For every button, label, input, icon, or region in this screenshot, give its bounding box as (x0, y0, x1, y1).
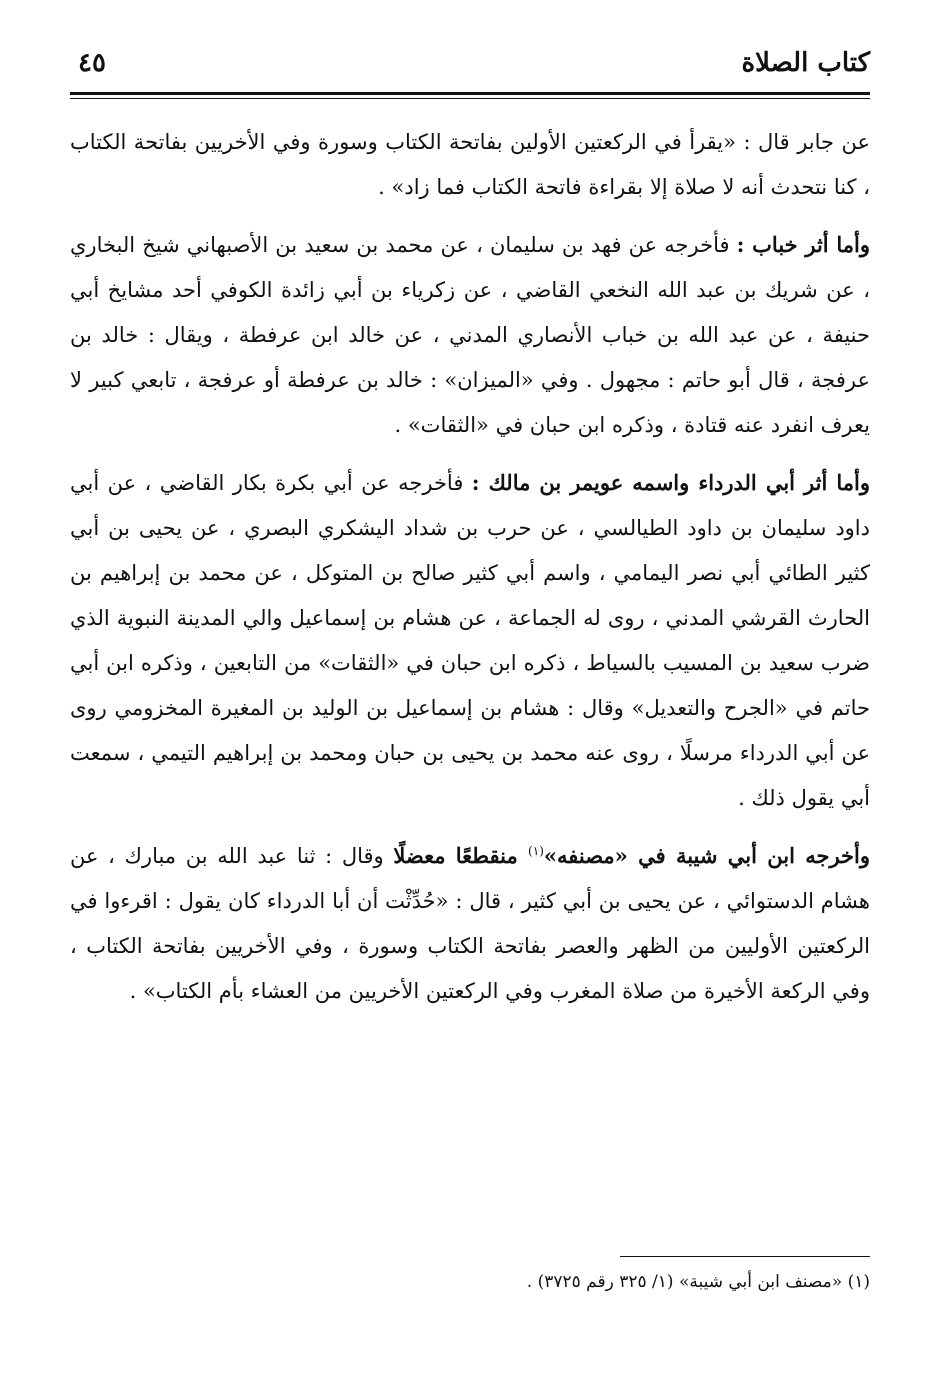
paragraph-text: فأخرجه عن أبي بكرة بكار القاضي ، عن أبي داود سليمان بن داود الطيالسي ، عن حرب بن شداد اليشكري البصري ، عن يحيى بن أبي كثير الطائي أبي نصر اليمامي ، واسم أبي كثير صالح بن المتوكل ، عن محمد بن إبراهيم بن الحارث القرشي المدني ، روى له الجماعة ، عن هشام بن إسماعيل والي المدينة النبوية الذي ضرب سعيد بن المسيب بالسياط ، ذكره ابن حبان في «الثقات» من التابعين ، وذكره ابن أبي حاتم في «الجرح والتعديل» وقال : هشام بن إسماعيل بن الوليد بن المغيرة المخزومي روى عن أبي الدرداء مرسلًا ، روى عنه محمد بن يحيى بن حبان ومحمد بن إبراهيم التيمي ، سمعت أبي يقول ذلك . (70, 471, 870, 810)
footnote-1: (١) «مصنف ابن أبي شيبة» (١/ ٣٢٥ رقم ٣٧٢٥) . (526, 1272, 870, 1292)
paragraph-lead: وأما أثر خباب : (736, 232, 871, 257)
running-head (70, 48, 870, 88)
page-number: ٤٥ (78, 48, 106, 78)
paragraph-lead: وأما أثر أبي الدرداء واسمه عويمر بن مالك : (471, 470, 871, 495)
paragraph-text: فأخرجه عن فهد بن سليمان ، عن محمد بن سعيد بن الأصبهاني شيخ البخاري ، عن شريك بن عبد الله النخعي القاضي ، عن زكرياء بن أبي زائدة الكوفي أحد مشايخ أبي حنيفة ، عن عبد الله بن خباب الأنصاري المدني ، عن خالد ابن عرفطة ، ويقال : خالد بن عرفجة ، قال أبو حاتم : مجهول . وفي «الميزان» : خالد بن عرفطة أو عرفجة ، تابعي كبير لا يعرف انفرد عنه قتادة ، وذكره ابن حبان في «الثقات» . (70, 233, 870, 437)
paragraph-2 (70, 222, 870, 448)
header-rule (70, 92, 870, 95)
footnote-rule (620, 1256, 870, 1257)
paragraph-lead-2: منقطعًا معضلًا (393, 843, 529, 868)
paragraph-4 (70, 833, 870, 1014)
paragraph-text: عن جابر قال : «يقرأ في الركعتين الأولين بفاتحة الكتاب وسورة وفي الأخريين بفاتحة الكتاب ، كنا نتحدث أنه لا صلاة إلا بقراءة فاتحة الكتاب فما زاد» . (70, 130, 870, 199)
paragraph-1 (70, 120, 870, 210)
paragraph-lead: وأخرجه ابن أبي شيبة في «مصنفه» (543, 843, 870, 868)
book-page (70, 40, 870, 1340)
chapter-title: كتاب الصلاة (741, 48, 870, 78)
header-rule-thin (70, 98, 870, 99)
paragraph-text: وقال : ثنا عبد الله بن مبارك ، عن هشام الدستوائي ، عن يحيى بن أبي كثير ، قال : «حُدِّثْت أن أبا الدرداء كان يقول : اقرءوا في الركعتين الأوليين من الظهر والعصر بفاتحة الكتاب وسورة ، وفي الأخريين بفاتحة الكتاب ، وفي الركعة الأخيرة من صلاة المغرب وفي الركعتين الأخريين من العشاء بأم الكتاب» . (70, 844, 870, 1003)
body-text (70, 120, 870, 1026)
footnote-reference[interactable]: (١) (528, 844, 544, 858)
paragraph-3 (70, 460, 870, 821)
